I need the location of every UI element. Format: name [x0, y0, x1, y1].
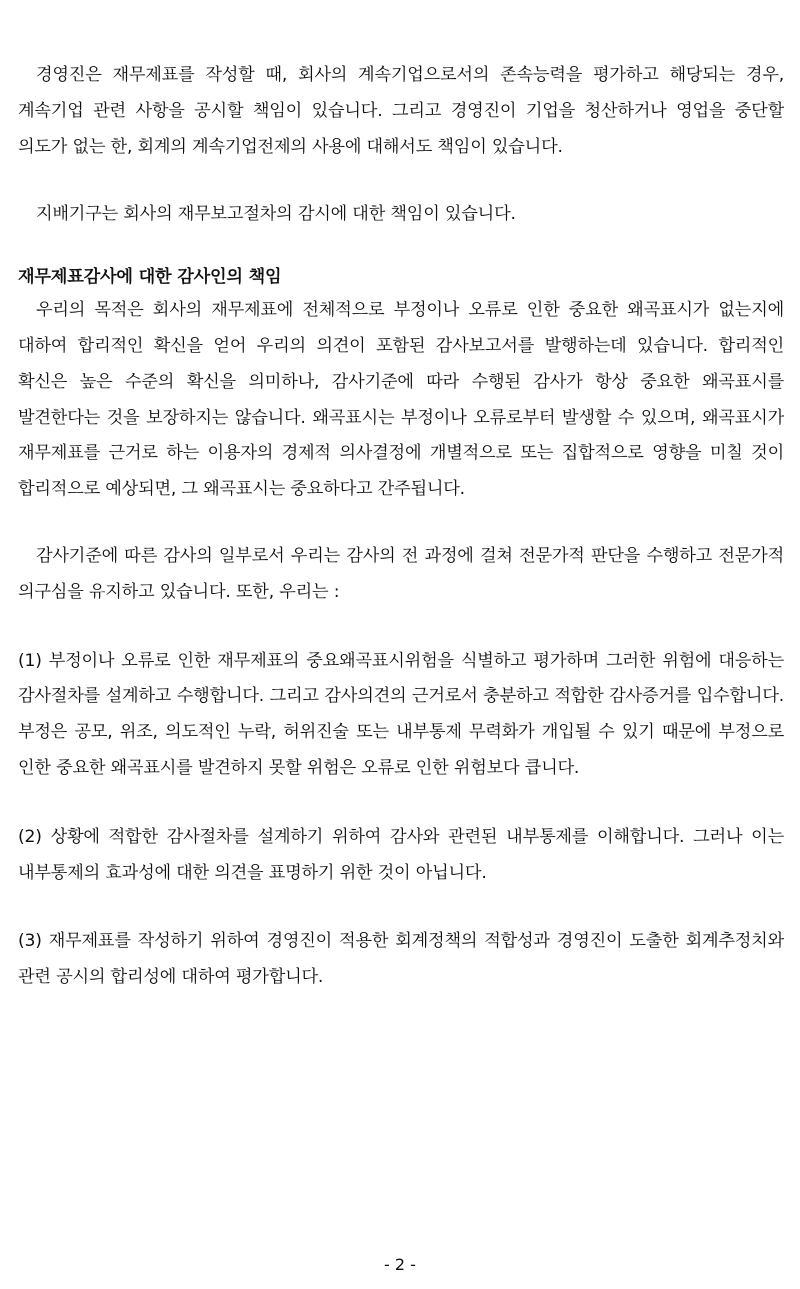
audit-procedure-item-1: (1) 부정이나 오류로 인한 재무제표의 중요왜곡표시위험을 식별하고 평가하며 그러한 위험에 대응하는 감사절차를 설계하고 수행합니다. 그리고 감사의견의 근거로서 충분하고 적합한 감사증거를 입수합니다. 부정은 공모, 위조, 의도적인 누락, 허위진술 또는 내부통제 무력화가 개입될 수 있기 때문에 부정으로 인한 중요한 왜곡표시를 발견하지 못할 위험은 오류로 인한 위험보다 큽니다. [18, 650, 784, 778]
management-responsibility-paragraph: 경영진은 재무제표를 작성할 때, 회사의 계속기업으로서의 존속능력을 평가하고 해당되는 경우, 계속기업 관련 사항을 공시할 책임이 있습니다. 그리고 경영진이 기업을 청산하거나 영업을 중단할 의도가 없는 한, 회계의 계속기업전제의 사용에 대해서도 책임이 있습니다. [18, 65, 784, 157]
document-page [18, 58, 784, 996]
governance-responsibility-paragraph: 지배기구는 회사의 재무보고절차의 감시에 대한 책임이 있습니다. [36, 204, 516, 225]
audit-procedure-item-3: (3) 재무제표를 작성하기 위하여 경영진이 적용한 회계정책의 적합성과 경영진이 도출한 회계추정치와 관련 공시의 합리성에 대하여 평가합니다. [18, 931, 784, 988]
audit-procedure-intro-paragraph: 감사기준에 따른 감사의 일부로서 우리는 감사의 전 과정에 걸쳐 전문가적 판단을 수행하고 전문가적 의구심을 유지하고 있습니다. 또한, 우리는 : [18, 545, 784, 602]
auditor-responsibility-heading: 재무제표감사에 대한 감사인의 책임 [18, 267, 282, 288]
audit-objective-paragraph: 우리의 목적은 회사의 재무제표에 전체적으로 부정이나 오류로 인한 중요한 왜곡표시가 없는지에 대하여 합리적인 확신을 얻어 우리의 의견이 포함된 감사보고서를 발행하는데 있습니다. 합리적인 확신은 높은 수준의 확신을 의미하나, 감사기준에 따라 수행된 감사가 항상 중요한 왜곡표시를 발견한다는 것을 보장하지는 않습니다. 왜곡표시는 부정이나 오류로부터 발생할 수 있으며, 왜곡표시가 재무제표를 근거로 하는 이용자의 경제적 의사결정에 개별적으로 또는 집합적으로 영향을 미칠 것이 합리적으로 예상되면, 그 왜곡표시는 중요하다고 간주됩니다. [18, 300, 784, 500]
page-number: - 2 - [384, 1255, 416, 1274]
audit-procedure-item-2: (2) 상황에 적합한 감사절차를 설계하기 위하여 감사와 관련된 내부통제를 이해합니다. 그러나 이는 내부통제의 효과성에 대한 의견을 표명하기 위한 것이 아닙니다. [18, 826, 784, 883]
